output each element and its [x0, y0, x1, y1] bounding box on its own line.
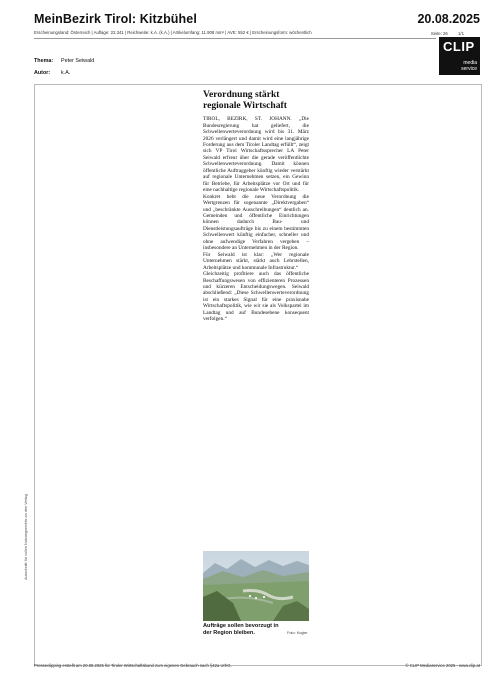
clip-logo: [439, 37, 480, 75]
clip-logo-sub2: service: [461, 65, 477, 72]
autor-label: Autor:: [34, 70, 51, 76]
article-paragraph: Für Seiwald ist klar: „Wer regionale Unternehmen stärkt, stärkt auch Lehrstellen, Arbeitsplätze und kommunale Infrastruktur.“: [203, 251, 309, 271]
article: [203, 90, 309, 323]
article-headline: Verordnung stärkt regionale Wirtschaft: [203, 89, 287, 111]
alpine-valley-photo: [203, 551, 309, 621]
thema-value: Peter Seiwald: [61, 58, 95, 64]
photo-credit: Foto: Kogler: [287, 631, 308, 635]
clip-logo-sub1: media: [463, 60, 477, 67]
thema-row: [34, 58, 94, 64]
page-label: Seite: 26: [430, 31, 448, 36]
footer-copyright: © CLIP Mediaservice 2025 - www.clip.at: [405, 663, 480, 668]
publication-meta: Erscheinungsland: Österreich | Auflage: 22.341 | Reichweite: k.A. (k.A.) | Artikelumfang: 11.908 mm² | AVE: 552 € | Erscheinungsform: wöchentlich: [34, 30, 312, 35]
publication-title: MeinBezirk Tirol: Kitzbühel: [34, 12, 197, 26]
header-divider: [34, 38, 436, 39]
article-paragraph: Konkret hebt die neue Verordnung die Wertgrenzen für sogenannte „Direktvergaben“ und „beschränkte Ausschreibungen“ deutlich an. Gemeinden und öffentliche Einrichtungen können dadurch Bau- und Dienstleistungsaufträge bis zu einem bestimmten Schwellenwert künftig einfacher, schneller und ohne aufwendige Verfahren vergeben – insbesondere an Unternehmen in der Region.: [203, 193, 309, 252]
footer-note: Presseclipping erstellt am 20.08.2025 für Tiroler Wirtschaftsbund zum eigenen Gebrauch nach §42a UrhG.: [34, 663, 232, 668]
article-paragraph: TIROL, BEZIRK, ST. JOHANN. „Die Bundesregierung hat geliefert, die Schwellenwerteverordnung wird bis 31. März 2026 verlängert und damit wird eine langjährige Forderung aus dem Tiroler Landtag erfüllt“, zeigt sich VP Tirol Wirtschaftssprecher LA Peter Seiwald erfreut über die gerade veröffentlichte Schwellenwerteverordnung. Damit können öffentliche Auftraggeber künftig wieder verstärkt auf regionale Unternehmen setzen, ein Gewinn für Betriebe, für Arbeitsplätze vor Ort und für eine nachhaltige regionale Wirtschaftspolitik.: [203, 116, 309, 194]
article-body: [203, 116, 309, 323]
autor-row: [34, 70, 70, 76]
photo-caption: Aufträge sollen bevorzugt in der Region bleiben.: [203, 623, 279, 636]
article-paragraph: Gleichzeitig profitiere auch das öffentliche Beschaffungswesen von effizienteren Prozessen und kürzeren Entscheidungswegen. Seiwald abschließend: „Diese Schwellenwerteverordnung ist ein starkes Signal für eine praxisnahe Wirtschaftspolitik, wie wir sie als Volkspartei im Landtag und auf Bundesebene konsequent verfolgen.“: [203, 271, 309, 323]
clip-logo-word: CLIP: [443, 39, 475, 54]
autor-value: k.A.: [61, 70, 71, 76]
page-count: 1/1: [458, 31, 464, 36]
page-info: [422, 31, 464, 36]
side-note: Ausschnitt für vollen Nutzungsrechts an den Verlag: [24, 494, 28, 580]
publication-date: 20.08.2025: [417, 12, 480, 26]
thema-label: Thema:: [34, 58, 54, 64]
clip-logo-subtitle: [461, 61, 477, 72]
